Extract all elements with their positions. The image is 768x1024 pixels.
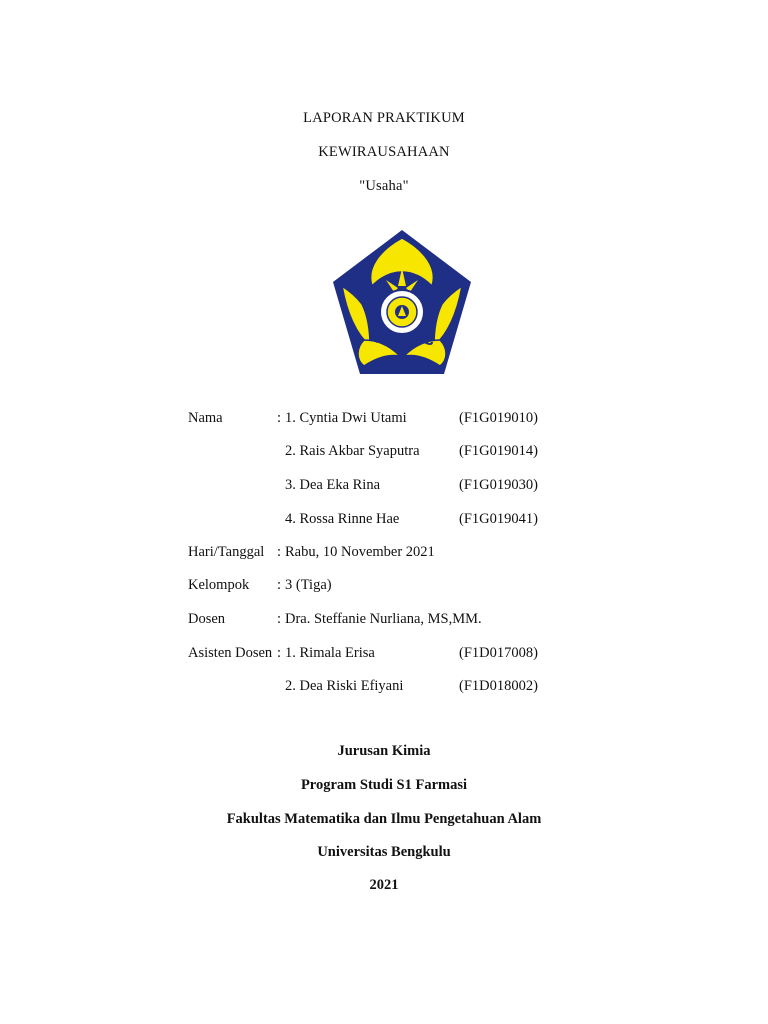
colon: : — [277, 544, 282, 560]
colon: : — [277, 645, 282, 661]
member-nim: (F1G019030) — [459, 477, 538, 493]
member-name: 2. Rais Akbar Syaputra — [285, 443, 420, 459]
colon: : — [277, 611, 282, 627]
study-program: Program Studi S1 Farmasi — [300, 777, 468, 793]
member-name: 3. Dea Eka Rina — [285, 477, 381, 493]
course-title: KEWIRAUSAHAAN — [318, 144, 450, 160]
report-title: LAPORAN PRAKTIKUM — [303, 110, 465, 126]
asisten-label: Asisten Dosen — [188, 645, 273, 661]
hari-value: Rabu, 10 November 2021 — [285, 544, 435, 560]
member-name: 1. Cyntia Dwi Utami — [285, 410, 407, 426]
member-nim: (F1G019041) — [459, 511, 538, 527]
member-nim: (F1G019014) — [459, 443, 538, 459]
assistant-nim: (F1D018002) — [459, 678, 538, 694]
assistant-name: 2. Dea Riski Efiyani — [285, 678, 404, 694]
university-name: Universitas Bengkulu — [317, 844, 451, 860]
department-name: Jurusan Kimia — [337, 743, 431, 759]
hari-label: Hari/Tanggal — [188, 544, 265, 560]
assistant-name: 1. Rimala Erisa — [285, 645, 375, 661]
member-nim: (F1G019010) — [459, 410, 538, 426]
university-logo-icon — [330, 228, 474, 376]
member-name: 4. Rossa Rinne Hae — [285, 511, 400, 527]
report-year: 2021 — [369, 877, 399, 893]
nama-label: Nama — [188, 410, 223, 426]
colon: : — [277, 410, 282, 426]
kelompok-value: 3 (Tiga) — [285, 577, 332, 593]
faculty-name: Fakultas Matematika dan Ilmu Pengetahuan Alam — [226, 811, 542, 827]
dosen-label: Dosen — [188, 611, 226, 627]
colon: : — [277, 577, 282, 593]
report-subtitle: "Usaha" — [359, 178, 409, 194]
dosen-value: Dra. Steffanie Nurliana, MS,MM. — [285, 611, 482, 627]
kelompok-label: Kelompok — [188, 577, 250, 593]
assistant-nim: (F1D017008) — [459, 645, 538, 661]
